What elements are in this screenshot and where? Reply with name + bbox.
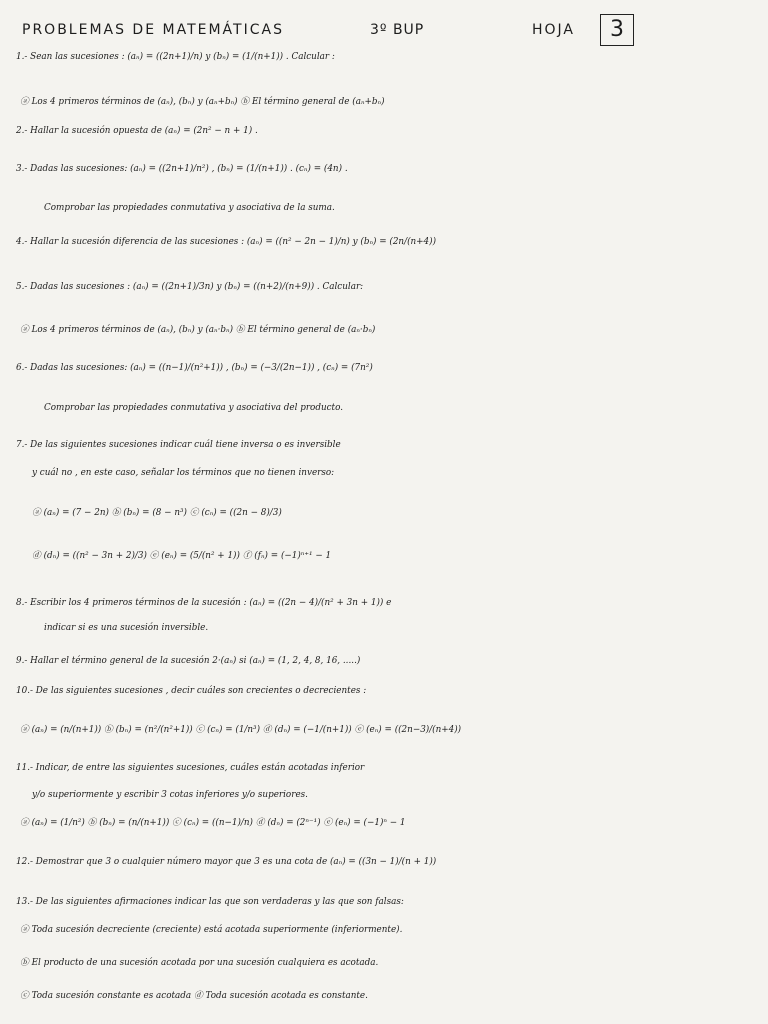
- worksheet-header: [22, 14, 742, 46]
- problem-line: ⓐ (aₙ) = (n/(n+1)) ⓑ (bₙ) = (n²/(n²+1)) ⓒ (cₙ) = (1/n³) ⓓ (dₙ) = (−1/(n+1)) ⓔ (eₙ) = ((2n−3)/(n+4)): [20, 725, 462, 735]
- problem-line: ⓐ (aₙ) = (1/n²) ⓑ (bₙ) = (n/(n+1)) ⓒ (cₙ) = ((n−1)/n) ⓓ (dₙ) = (2ⁿ⁻¹) ⓔ (eₙ) = (−1)ⁿ − 1: [20, 818, 406, 828]
- problem-line: 12.- Demostrar que 3 o cualquier número mayor que 3 es una cota de (aₙ) = ((3n − 1)/(n + 1)): [16, 857, 437, 867]
- problem-line: Comprobar las propiedades conmutativa y asociativa de la suma.: [44, 203, 335, 213]
- problem-line: 6.- Dadas las sucesiones: (aₙ) = ((n−1)/(n²+1)) , (bₙ) = (−3/(2n−1)) , (cₙ) = (7n²): [16, 363, 373, 373]
- problem-line: 4.- Hallar la sucesión diferencia de las sucesiones : (aₙ) = ((n² − 2n − 1)/n) y (bₙ) = (2n/(n+4)): [16, 237, 436, 247]
- problem-line: 8.- Escribir los 4 primeros términos de la sucesión : (aₙ) = ((2n − 4)/(n² + 3n + 1)) e: [16, 598, 392, 608]
- problem-line: 13.- De las siguientes afirmaciones indicar las que son verdaderas y las que son falsas:: [16, 897, 404, 907]
- problem-line: 2.- Hallar la sucesión opuesta de (aₙ) = (2n² − n + 1) .: [16, 126, 258, 136]
- subject-title: PROBLEMAS DE MATEMÁTICAS: [22, 22, 284, 38]
- problem-line: ⓐ Toda sucesión decreciente (creciente) está acotada superiormente (inferiormente).: [20, 925, 403, 935]
- problem-line: y/o superiormente y escribir 3 cotas inferiores y/o superiores.: [32, 790, 308, 800]
- problem-line: Comprobar las propiedades conmutativa y asociativa del producto.: [44, 403, 344, 413]
- problem-line: ⓑ El producto de una sucesión acotada por una sucesión cualquiera es acotada.: [20, 958, 379, 968]
- problem-line: ⓐ (aₙ) = (7 − 2n) ⓑ (bₙ) = (8 − n³) ⓒ (cₙ) = ((2n − 8)/3): [32, 508, 282, 518]
- sheet-label: HOJA: [532, 22, 576, 38]
- problem-line: ⓐ Los 4 primeros términos de (aₙ), (bₙ) y (aₙ+bₙ) ⓑ El término general de (aₙ+bₙ): [20, 97, 385, 107]
- problem-line: ⓒ Toda sucesión constante es acotada ⓓ Toda sucesión acotada es constante.: [20, 991, 368, 1001]
- problem-line: 9.- Hallar el término general de la sucesión 2·(aₙ) si (aₙ) = (1, 2, 4, 8, 16, .....): [16, 656, 361, 666]
- problem-line: ⓓ (dₙ) = ((n² − 3n + 2)/3) ⓔ (eₙ) = (5/(n² + 1)) ⓕ (fₙ) = (−1)ⁿ⁺¹ − 1: [32, 551, 332, 561]
- problem-line: ⓐ Los 4 primeros términos de (aₙ), (bₙ) y (aₙ·bₙ) ⓑ El término general de (aₙ·bₙ): [20, 325, 376, 335]
- course-label: 3º BUP: [370, 22, 425, 38]
- problem-line: 5.- Dadas las sucesiones : (aₙ) = ((2n+1)/3n) y (bₙ) = ((n+2)/(n+9)) . Calcular:: [16, 282, 364, 292]
- problem-line: 11.- Indicar, de entre las siguientes sucesiones, cuáles están acotadas inferior: [16, 763, 365, 773]
- problem-line: indicar si es una sucesión inversible.: [44, 623, 209, 633]
- problem-line: 7.- De las siguientes sucesiones indicar cuál tiene inversa o es inversible: [16, 440, 341, 450]
- problem-line: y cuál no , en este caso, señalar los términos que no tienen inverso:: [32, 468, 335, 478]
- sheet-number-box: 3: [600, 14, 634, 46]
- problem-line: 1.- Sean las sucesiones : (aₙ) = ((2n+1)/n) y (bₙ) = (1/(n+1)) . Calcular :: [16, 52, 335, 62]
- problem-line: 3.- Dadas las sucesiones: (aₙ) = ((2n+1)/n²) , (bₙ) = (1/(n+1)) . (cₙ) = (4n) .: [16, 164, 348, 174]
- problem-line: 10.- De las siguientes sucesiones , decir cuáles son crecientes o decrecientes :: [16, 686, 367, 696]
